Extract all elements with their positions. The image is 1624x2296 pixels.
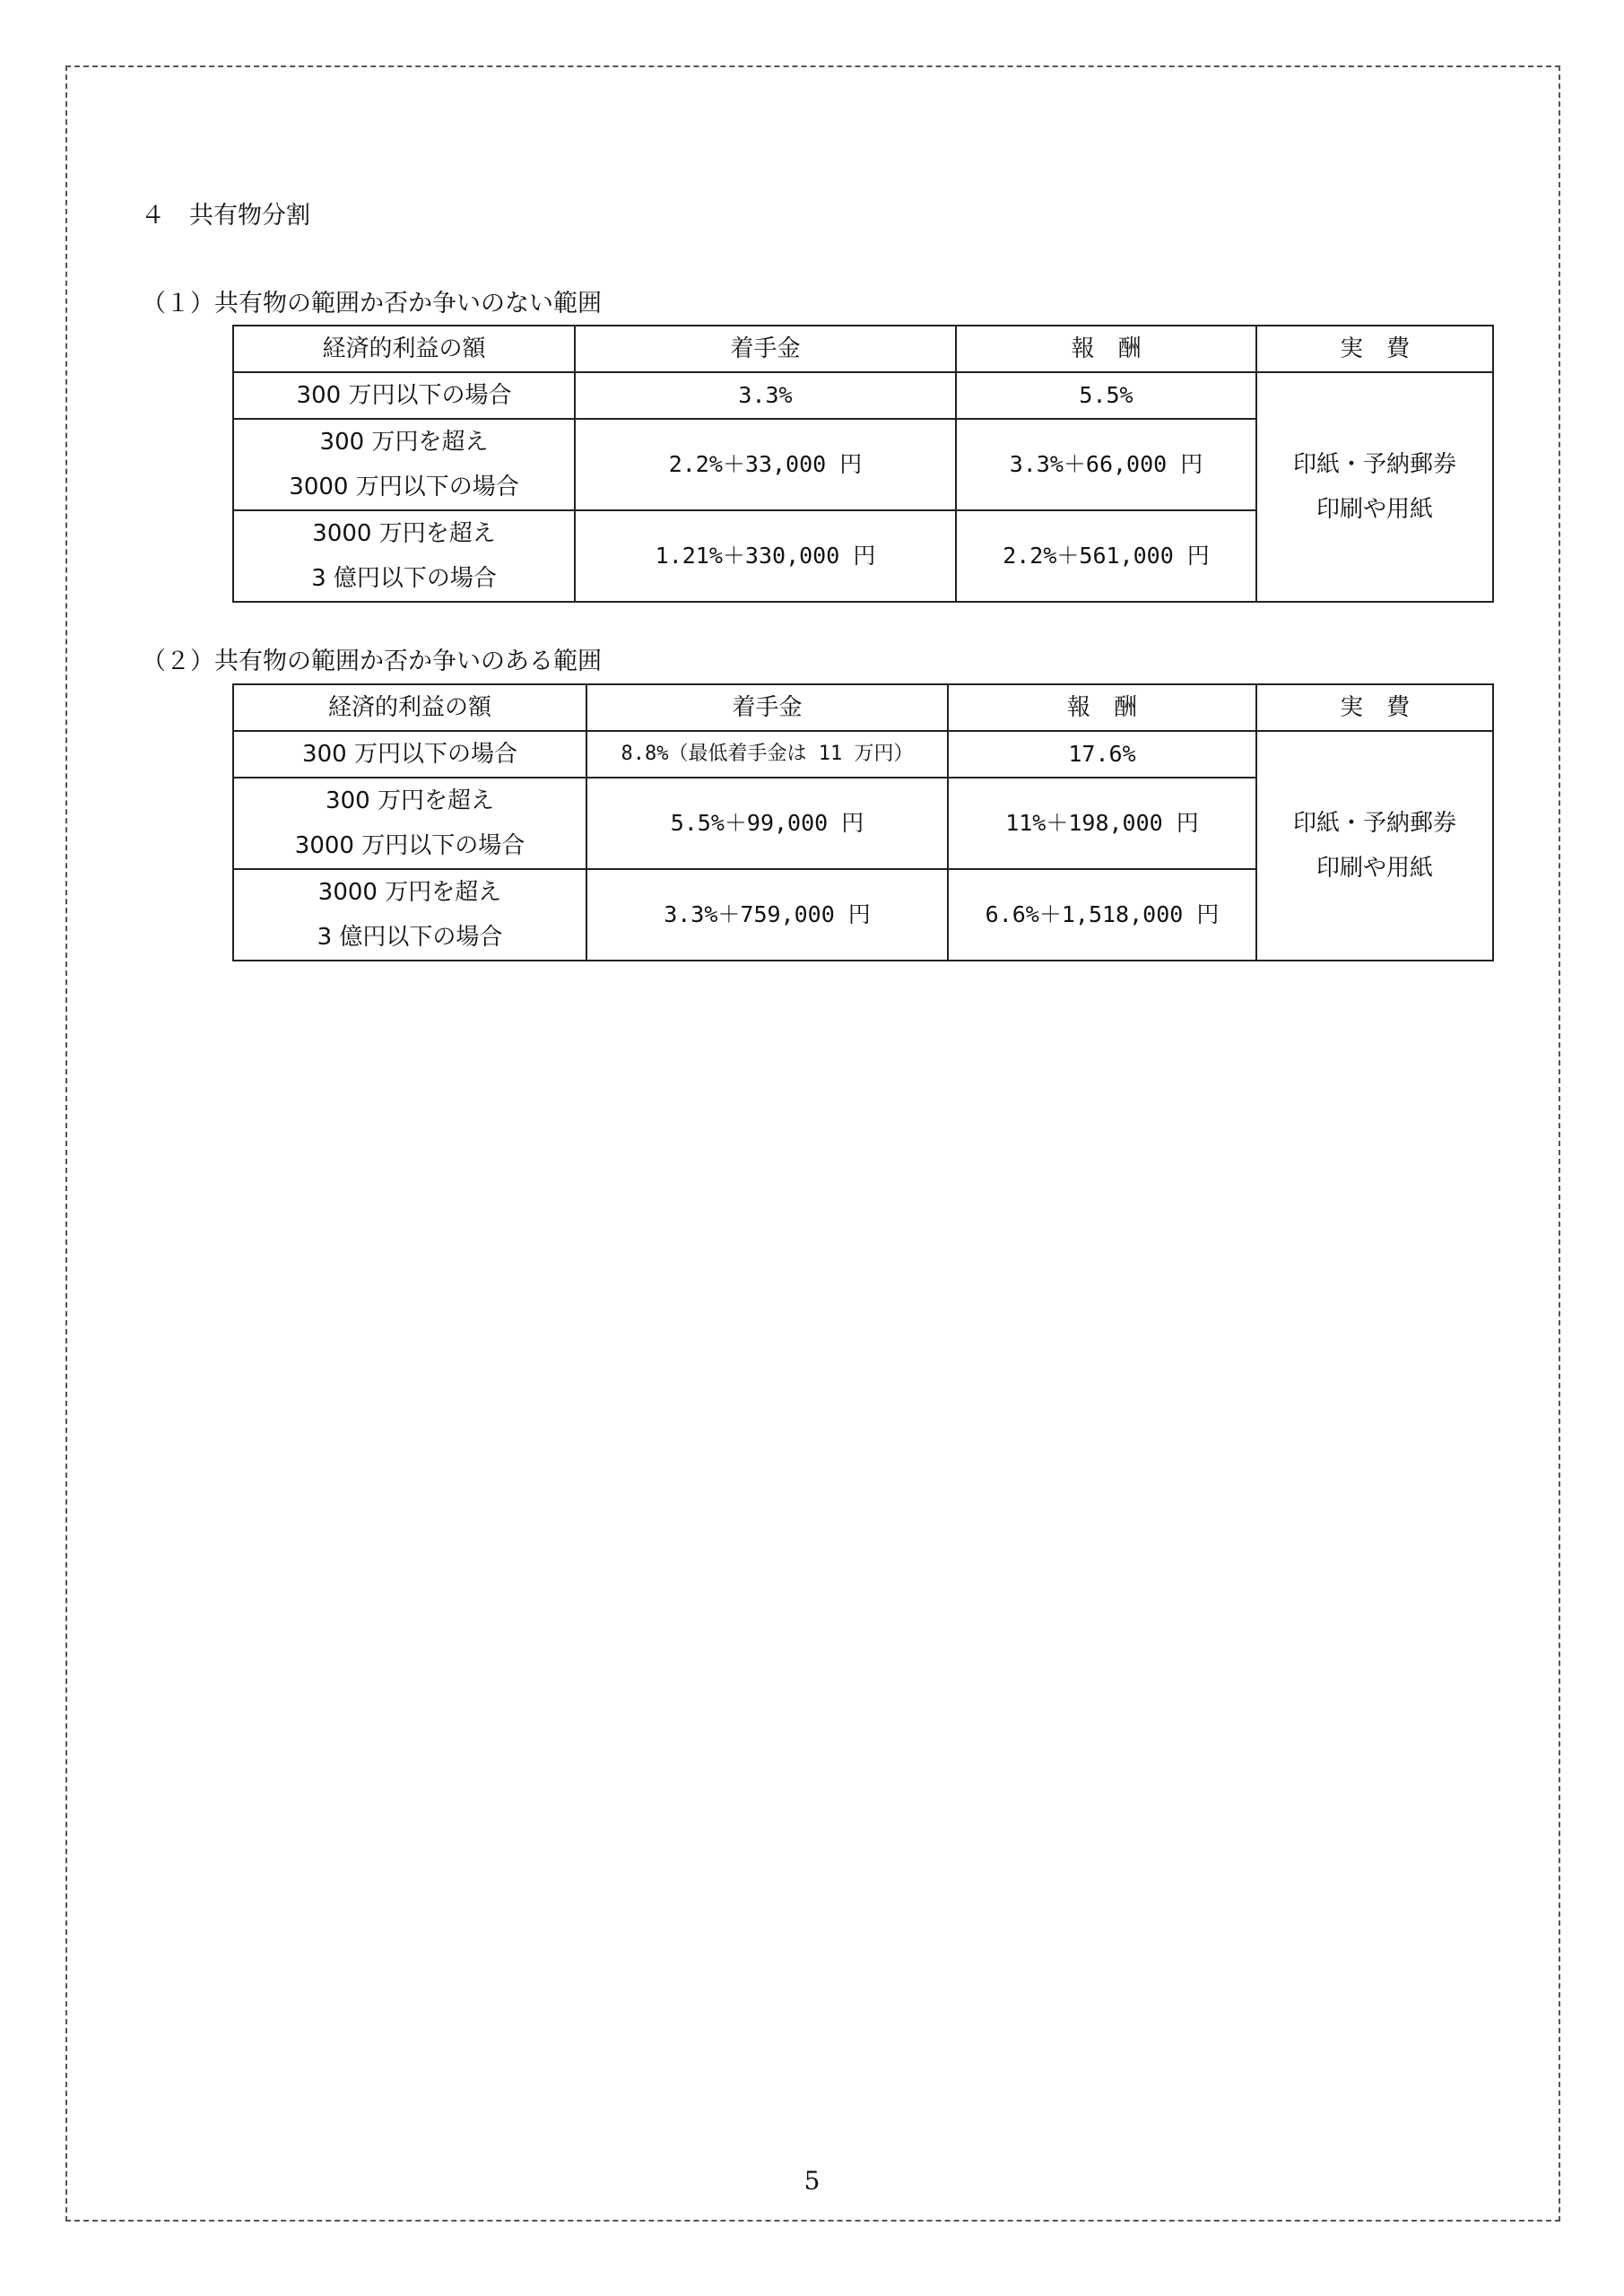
amount-cell: [233, 778, 586, 869]
expenses-cell: [1256, 731, 1493, 961]
page-number: 5: [803, 2166, 821, 2196]
header-economic-benefit: 経済的利益の額: [233, 326, 575, 372]
expenses-line: 印刷や用紙: [1316, 855, 1433, 882]
amount-cell: [233, 731, 586, 778]
amount-line: 3000 万円を超え: [312, 520, 496, 547]
reward-cell: 6.6%＋1,518,000 円: [948, 869, 1256, 961]
retainer-cell: 3.3%＋759,000 円: [586, 869, 948, 961]
retainer-cell: 2.2%＋33,000 円: [575, 419, 956, 510]
header-expenses: 実 費: [1256, 326, 1493, 372]
amount-line: 3 億円以下の場合: [317, 924, 503, 951]
amount-line: 300 万円を超え: [326, 787, 494, 814]
amount-line: 3000 万円以下の場合: [289, 474, 519, 500]
reward-cell: 3.3%＋66,000 円: [956, 419, 1256, 510]
fee-table-disputed: [232, 683, 1494, 961]
header-expenses: 実 費: [1256, 684, 1493, 731]
section-heading: ４ 共有物分割: [141, 202, 310, 230]
header-retainer: 着手金: [586, 684, 948, 731]
retainer-cell: 8.8%（最低着手金は 11 万円）: [586, 731, 948, 778]
table-row: [233, 372, 1493, 419]
fee-table-undisputed: [232, 325, 1494, 603]
table-2-subtitle: （２）共有物の範囲か否か争いのある範囲: [142, 648, 602, 675]
table-header-row: [233, 326, 1493, 372]
amount-cell: [233, 419, 575, 510]
retainer-cell: 3.3%: [575, 372, 956, 419]
amount-cell: [233, 869, 586, 961]
retainer-cell: 5.5%＋99,000 円: [586, 778, 948, 869]
amount-line: 3000 万円を超え: [317, 879, 502, 906]
reward-cell: 11%＋198,000 円: [948, 778, 1256, 869]
table-row: [233, 731, 1493, 778]
header-reward: 報 酬: [948, 684, 1256, 731]
expenses-line: 印刷や用紙: [1316, 496, 1433, 523]
table-header-row: [233, 684, 1493, 731]
retainer-cell: 1.21%＋330,000 円: [575, 510, 956, 602]
amount-line: 3 億円以下の場合: [311, 565, 497, 592]
amount-line: 300 万円以下の場合: [296, 382, 512, 409]
reward-cell: 17.6%: [948, 731, 1256, 778]
expenses-cell: [1256, 372, 1493, 602]
amount-line: 300 万円を超え: [319, 429, 489, 456]
table-1-subtitle: （１）共有物の範囲か否か争いのない範囲: [142, 290, 602, 317]
expenses-line: 印紙・予納郵券: [1292, 810, 1456, 837]
header-reward: 報 酬: [956, 326, 1256, 372]
amount-line: 3000 万円以下の場合: [294, 832, 525, 859]
reward-cell: 2.2%＋561,000 円: [956, 510, 1256, 602]
reward-cell: 5.5%: [956, 372, 1256, 419]
amount-cell: [233, 372, 575, 419]
header-retainer: 着手金: [575, 326, 956, 372]
expenses-line: 印紙・予納郵券: [1292, 451, 1456, 478]
amount-cell: [233, 510, 575, 602]
header-economic-benefit: 経済的利益の額: [233, 684, 586, 731]
amount-line: 300 万円以下の場合: [302, 741, 517, 768]
